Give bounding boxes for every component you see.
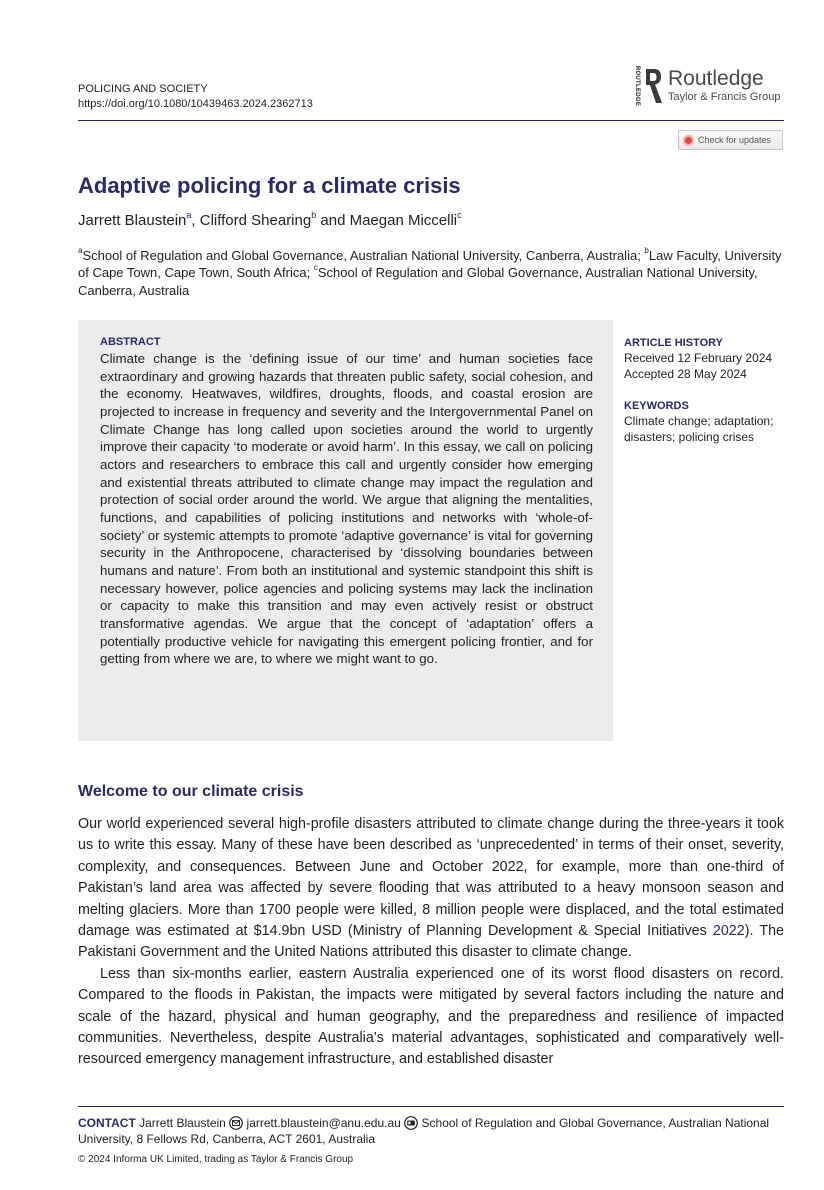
keywords-heading: KEYWORDS [624,400,689,412]
contact-label: CONTACT [78,1116,136,1130]
abstract-heading: ABSTRACT [100,336,161,348]
copyright: © 2024 Informa UK Limited, trading as Taylor & Francis Group [78,1154,354,1165]
affiliation: Law Faculty, University of Cape Town, Cape Town, South Africa; [78,248,782,281]
citation-link[interactable]: 2022 [712,923,745,940]
abstract-text: Climate change is the ‘defining issue of our time’ and human societies face extraordinary and growing hazards that threaten public safety, social cohesion, and the economy. Heatwaves, wildfires, droughts, floods, and coastal erosion are projected to increase in frequency and severity and the Intergovernmental Panel on Climate Change has long called upon societies around the world to urgently improve their capacity ‘to moderate or avoid harm’. In this essay, we call on policing actors and researchers to embrace this call and urgently consider how emerging and existential threats attributed to climate change may impact the regulation and protection of social order around the world. We argue that aligning the mentalities, functions, and capabilities of policing institutions and networks with ‘whole-of-society’ or systemic attempts to promote ‘adaptive governance’ is vital for governing security in the Anthropocene, characterised by ‘dissolving boundaries between humans and nature’. From both an institutional and systemic standpoint this shift is necessary however, police agencies and policing systems may lack the inclination or capacity to make this transition and may even actively resist or obstruct transformative agendas. We argue that the concept of ‘adaptation’ offers a potentially productive vehicle for navigating this emergent policing frontier, and for getting from where we are, to where we might want to go. [100,351,593,667]
crossmark-icon [683,135,694,146]
author-affil-marker[interactable]: c [457,210,462,220]
publisher-name: Routledge [668,67,764,90]
doi-link[interactable]: https://doi.org/10.1080/10439463.2024.2362713 [78,98,313,110]
keywords [624,399,786,445]
section-heading: Welcome to our climate crisis [78,783,304,800]
author-name[interactable]: Clifford Shearing [199,212,312,229]
publisher-vertical-text: ROUTLEDGE [634,65,640,107]
affiliation: School of Regulation and Global Governance, Australian National University, Canberra, Australia; [82,248,645,263]
received-date: Received 12 February 2024 [624,351,773,365]
contact-name: Jarrett Blaustein [139,1116,226,1130]
contact-info [78,1115,784,1147]
publisher-logo[interactable] [632,66,780,106]
body-text [78,814,784,1071]
contact-address: School of Regulation and Global Governance, Australian National University, 8 Fellows Rd, Canberra, ACT 2601, Australia [78,1116,770,1146]
email-icon [229,1116,243,1130]
header-divider [78,120,784,121]
check-for-updates-button[interactable] [678,130,783,150]
affiliations: $^a$School of Regulation and Global Governance, Australian National University, Canberra, Australia; $^b$Law Faculty, University of Cape Town, Cape Town, South Africa; $^c$School of Regulation and Global Governance, Australian National University, Canberra, Australia [78,246,782,298]
author-affil-marker[interactable]: b [311,210,317,220]
article-history [624,336,786,382]
author-name[interactable]: Maegan Miccelli [349,212,458,229]
contact-email[interactable]: jarrett.blaustein@anu.edu.au [246,1116,401,1130]
author-name[interactable]: Jarrett Blaustein [78,212,187,229]
publisher-group: Taylor & Francis Group [668,91,781,103]
journal-name: POLICING AND SOCIETY [78,83,208,95]
article-history-heading: ARTICLE HISTORY [624,337,724,349]
journal-header [78,82,313,112]
routledge-logo-icon [642,66,664,106]
paragraph: Less than six-months earlier, eastern Australia experienced one of its worst flood disasters on record. Compared to the floods in Pakistan, the impacts were mitigated by several factors including the nature and scale of the hazard, physical and human geography, and the preparedness and resilience of impacted communities. Nevertheless, despite Australia’s material advantages, sophisticated and comparatively well-resourced emergency management infrastructure, and established disaster [78,965,784,1068]
keywords-text: Climate change; adaptation; disasters; policing crises [624,414,774,444]
check-for-updates-label: Check for updates [698,135,772,145]
author-list: Jarrett Blaustein$^a$, Clifford Shearing$^b$ and Maegan Miccelli$^c$ [78,210,462,229]
article-title: Adaptive policing for a climate crisis [78,173,461,198]
paragraph: Our world experienced several high-profile disasters attributed to climate change during the three-years it took us to write this essay. Many of these have been described as ‘unprecedented’ in terms of their onset, severity, complexity, and consequences. Between June and October 2022, for example, more than one-third of Pakistan’s land area was affected by severe flooding that was attributed to a heavy monsoon season and melting glaciers. More than 1700 people were killed, 8 million people were displaced, and the total estimated damage was estimated at $14.9bn USD (Ministry of Planning Development & Special Initiatives 2022). The Pakistani Government and the United Nations attributed this disaster to climate change. [78,816,784,961]
footer-divider [78,1106,784,1107]
affiliation: School of Regulation and Global Governance, Australian National University, Canberra, Australia [78,265,758,298]
accepted-date: Accepted 28 May 2024 [624,367,747,381]
author-affil-marker[interactable]: a [186,210,192,220]
address-icon [404,1116,418,1130]
